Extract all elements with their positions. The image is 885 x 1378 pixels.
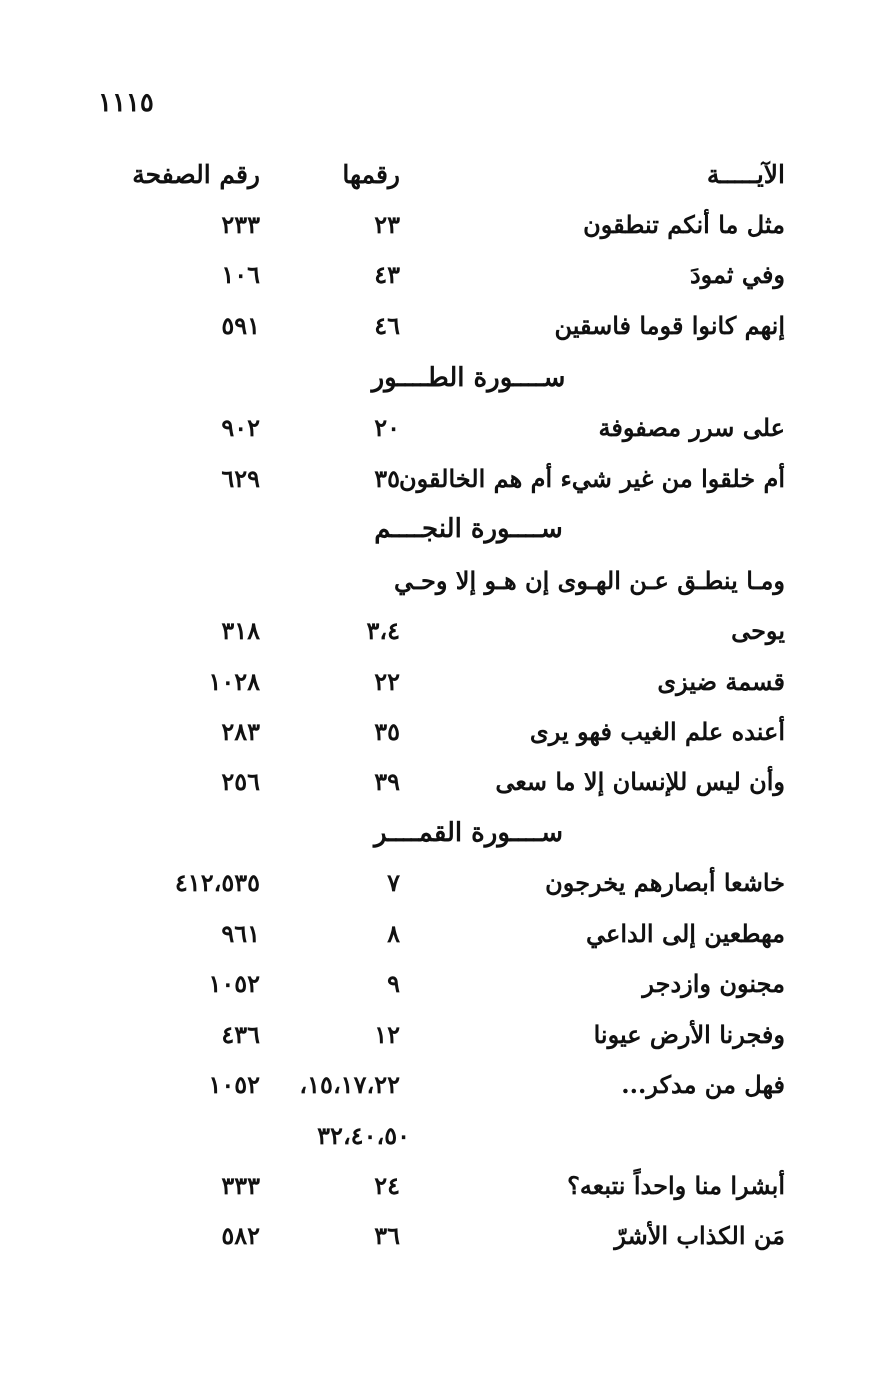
verse-number: ٨ <box>387 919 400 948</box>
verse-intro: ومـا ينطـق عـن الهـوى إن هـو إلا وحـي <box>393 566 785 595</box>
surah-title: ســــورة الطــــور <box>371 363 566 393</box>
verse-text: أم خلقوا من غير شيء أم هم الخالقون <box>399 464 785 493</box>
verse-text: على سرر مصفوفة <box>598 413 785 442</box>
page-ref: ٥٨٢ <box>221 1221 260 1250</box>
page-ref: ٩٦١ <box>221 919 260 948</box>
verse-text: وفجرنا الأرض عيونا <box>593 1020 785 1049</box>
page-number: ١١١٥ <box>98 88 154 118</box>
table-row <box>0 959 885 1009</box>
verse-number: ٢٤ <box>374 1171 400 1200</box>
page-ref: ٤٣٦ <box>221 1020 260 1049</box>
page-ref: ١٠٢٨ <box>208 667 260 696</box>
page-ref: ٩٠٢ <box>221 413 260 442</box>
verse-text: فهل من مدكر... <box>621 1070 785 1099</box>
verse-text: مَن الكذاب الأشرّ <box>614 1221 785 1250</box>
verse-number: ٤٣ <box>374 260 400 289</box>
table-row <box>0 1161 885 1211</box>
header-verse: الآيـــــة <box>706 160 785 189</box>
verse-text: وأن ليس للإنسان إلا ما سعى <box>495 767 785 796</box>
page-ref: ٣٣٣ <box>221 1171 260 1200</box>
table-row <box>0 403 885 453</box>
header-page: رقم الصفحة <box>132 160 260 189</box>
verse-text: إنهم كانوا قوما فاسقين <box>554 311 785 340</box>
surah-heading <box>0 353 885 403</box>
table-row <box>0 301 885 351</box>
verse-number: ٢٠ <box>374 413 400 442</box>
verse-number: ٣٥ <box>374 464 400 493</box>
table-row <box>0 1060 885 1110</box>
verse-number: ٣٩ <box>374 767 400 796</box>
verse-text: مهطعين إلى الداعي <box>586 919 785 948</box>
table-row <box>0 858 885 908</box>
verse-text: وفي ثمودَ <box>689 260 785 289</box>
table-row <box>0 909 885 959</box>
verse-number: ١٢ <box>374 1020 400 1049</box>
table-row <box>0 250 885 300</box>
verse-number: ٣٢،٤٠،٥٠ <box>317 1121 410 1150</box>
page-ref: ٤١٢،٥٣٥ <box>174 868 260 897</box>
verse-text: قسمة ضيزى <box>657 667 785 696</box>
header-number: رقمها <box>342 160 400 189</box>
verse-number: ٢٢ <box>374 667 400 696</box>
surah-title: ســــورة القمــــر <box>373 818 564 848</box>
verse-number: ٢٣ <box>374 210 400 239</box>
table-row <box>0 1211 885 1261</box>
surah-heading <box>0 504 885 554</box>
verse-number: ٣٥ <box>374 717 400 746</box>
verse-text: يوحى <box>731 616 785 645</box>
verse-number: ٤٦ <box>374 311 400 340</box>
surah-heading <box>0 808 885 858</box>
page-ref: ١٠٥٢ <box>208 1070 260 1099</box>
table-row <box>0 454 885 504</box>
table-header <box>0 150 885 200</box>
verse-number: ٩ <box>387 969 400 998</box>
verse-text: مثل ما أنكم تنطقون <box>583 210 785 239</box>
verse-number: ٣٦ <box>374 1221 400 1250</box>
page-ref: ٢٣٣ <box>221 210 260 239</box>
surah-title: ســــورة النجــــم <box>374 514 563 544</box>
table-row <box>0 757 885 807</box>
page-ref: ١٠٥٢ <box>208 969 260 998</box>
table-row <box>0 657 885 707</box>
verse-text: أبشرا منا واحداً نتبعه؟ <box>567 1171 785 1200</box>
verse-text: مجنون وازدجر <box>642 969 785 998</box>
table-row <box>0 200 885 250</box>
table-row <box>0 606 885 656</box>
page-ref: ٣١٨ <box>221 616 260 645</box>
page-ref: ٢٨٣ <box>221 717 260 746</box>
page-ref: ٥٩١ <box>221 311 260 340</box>
verse-text: أعنده علم الغيب فهو يرى <box>529 717 785 746</box>
verse-text: خاشعا أبصارهم يخرجون <box>545 868 785 897</box>
page-ref: ٢٥٦ <box>221 767 260 796</box>
verse-number: ١٥،١٧،٢٢، <box>299 1070 400 1099</box>
page-ref: ٦٢٩ <box>221 464 260 493</box>
page-ref: ١٠٦ <box>221 260 260 289</box>
verse-number: ٧ <box>387 868 400 897</box>
table-row <box>0 1111 885 1161</box>
table-row <box>0 1010 885 1060</box>
verse-number: ٣،٤ <box>366 616 400 645</box>
table-row <box>0 707 885 757</box>
